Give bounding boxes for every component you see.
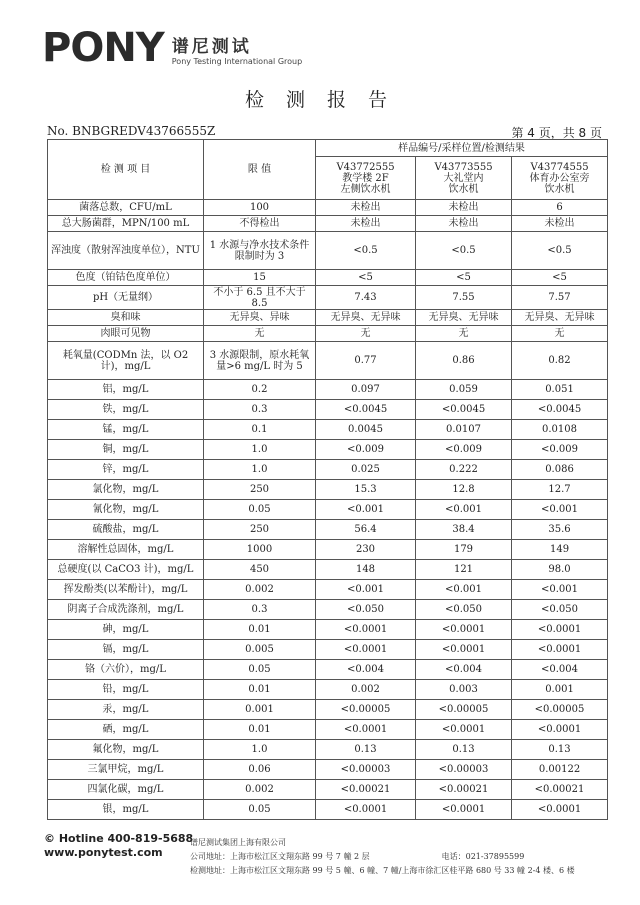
row-result: 38.4 <box>416 520 512 540</box>
table-row <box>48 286 608 310</box>
row-result: 无异臭、无异味 <box>316 310 416 326</box>
row-result: 148 <box>316 560 416 580</box>
row-result: <0.001 <box>512 500 608 520</box>
table-row <box>48 420 608 440</box>
table-row <box>48 400 608 420</box>
row-result: <0.0001 <box>316 640 416 660</box>
row-result: <0.5 <box>512 232 608 270</box>
row-result: 无 <box>512 326 608 342</box>
row-limit: 1.0 <box>204 740 316 760</box>
row-limit: 450 <box>204 560 316 580</box>
row-limit: 0.06 <box>204 760 316 780</box>
document-title: 检 测 报 告 <box>244 89 396 111</box>
sample-location: 左侧饮水机 <box>340 183 391 195</box>
row-result: <0.00005 <box>416 700 512 720</box>
row-item: 铝，mg/L <box>48 380 204 400</box>
row-result: <0.004 <box>316 660 416 680</box>
row-result: 6 <box>512 200 608 216</box>
row-result: <0.00005 <box>316 700 416 720</box>
row-result: <0.009 <box>512 440 608 460</box>
row-limit: 15 <box>204 270 316 286</box>
company-phone: 电话：021-37895599 <box>441 852 525 861</box>
row-result: 0.025 <box>316 460 416 480</box>
row-result: <0.5 <box>416 232 512 270</box>
header-item: 检 测 项 目 <box>48 140 204 200</box>
row-item: 镉，mg/L <box>48 640 204 660</box>
row-limit: 不得检出 <box>204 216 316 232</box>
row-item: 银，mg/L <box>48 800 204 820</box>
row-result: <0.0001 <box>316 720 416 740</box>
row-result: <0.0001 <box>512 720 608 740</box>
row-item: 耗氧量(CODMn 法，以 O2 计)，mg/L <box>48 342 204 380</box>
table-row <box>48 720 608 740</box>
row-item: 溶解性总固体，mg/L <box>48 540 204 560</box>
table-row <box>48 700 608 720</box>
row-limit: 0.05 <box>204 660 316 680</box>
sample-location: 体育办公室旁 <box>529 172 590 184</box>
row-result: 7.57 <box>512 286 608 310</box>
sample-location: 饮水机 <box>448 183 479 195</box>
row-result: <5 <box>512 270 608 286</box>
table-row <box>48 760 608 780</box>
row-result: 0.13 <box>512 740 608 760</box>
row-result: <0.00003 <box>316 760 416 780</box>
row-item: 总硬度(以 CaCO3 计)，mg/L <box>48 560 204 580</box>
row-result: <0.0001 <box>416 640 512 660</box>
row-result: 无异臭、无异味 <box>512 310 608 326</box>
row-item: 铅，mg/L <box>48 680 204 700</box>
row-result: 0.002 <box>316 680 416 700</box>
row-result: <5 <box>316 270 416 286</box>
table-row <box>48 200 608 216</box>
row-limit: 0.05 <box>204 800 316 820</box>
row-result: 121 <box>416 560 512 580</box>
row-result: 12.7 <box>512 480 608 500</box>
hotline-number: Hotline 400-819-5688 <box>58 832 194 845</box>
table-row <box>48 380 608 400</box>
row-item: 四氯化碳，mg/L <box>48 780 204 800</box>
row-result: <0.00005 <box>512 700 608 720</box>
row-result: 0.086 <box>512 460 608 480</box>
row-result: <0.5 <box>316 232 416 270</box>
row-item: 氟化物，mg/L <box>48 740 204 760</box>
row-result: 0.0107 <box>416 420 512 440</box>
table-row <box>48 520 608 540</box>
table-row <box>48 780 608 800</box>
row-result: <0.0001 <box>316 620 416 640</box>
row-result: 230 <box>316 540 416 560</box>
row-item: 铜，mg/L <box>48 440 204 460</box>
row-item: 砷，mg/L <box>48 620 204 640</box>
header-sample-group: 样品编号/采样位置/检测结果 <box>316 140 608 157</box>
row-result: 0.059 <box>416 380 512 400</box>
row-result: 0.13 <box>416 740 512 760</box>
row-item: 阴离子合成洗涤剂，mg/L <box>48 600 204 620</box>
row-limit: 1.0 <box>204 460 316 480</box>
row-result: <0.0045 <box>416 400 512 420</box>
row-result: 0.00122 <box>512 760 608 780</box>
row-result: 35.6 <box>512 520 608 540</box>
table-row <box>48 640 608 660</box>
row-result: 7.55 <box>416 286 512 310</box>
row-result: 0.0045 <box>316 420 416 440</box>
table-row <box>48 560 608 580</box>
row-result: <0.001 <box>416 580 512 600</box>
row-result: <0.0001 <box>512 640 608 660</box>
row-item: 锰，mg/L <box>48 420 204 440</box>
row-limit: 1.0 <box>204 440 316 460</box>
row-item: 铬（六价），mg/L <box>48 660 204 680</box>
row-result: 0.097 <box>316 380 416 400</box>
table-row <box>48 342 608 380</box>
row-result: 0.13 <box>316 740 416 760</box>
row-result: 未检出 <box>416 200 512 216</box>
row-result: <0.050 <box>512 600 608 620</box>
row-limit: 100 <box>204 200 316 216</box>
table-row <box>48 480 608 500</box>
row-item: 臭和味 <box>48 310 204 326</box>
row-item: 氰化物，mg/L <box>48 500 204 520</box>
company-logo <box>42 25 303 71</box>
row-item: 硫酸盐，mg/L <box>48 520 204 540</box>
footer-address <box>190 836 610 878</box>
table-row <box>48 232 608 270</box>
row-limit: 0.01 <box>204 620 316 640</box>
row-result: 0.222 <box>416 460 512 480</box>
row-limit: 不小于 6.5 且不大于 8.5 <box>204 286 316 310</box>
row-result: <0.0001 <box>416 720 512 740</box>
row-limit: 0.002 <box>204 580 316 600</box>
table-row <box>48 500 608 520</box>
row-limit: 0.001 <box>204 700 316 720</box>
row-item: 浑浊度（散射浑浊度单位），NTU <box>48 232 204 270</box>
row-limit: 0.01 <box>204 680 316 700</box>
row-result: 7.43 <box>316 286 416 310</box>
row-result: <0.001 <box>316 500 416 520</box>
row-result: <0.0001 <box>316 800 416 820</box>
row-result: 179 <box>416 540 512 560</box>
row-limit: 0.01 <box>204 720 316 740</box>
table-row <box>48 460 608 480</box>
row-item: 总大肠菌群，MPN/100 mL <box>48 216 204 232</box>
row-limit: 无异臭、异味 <box>204 310 316 326</box>
row-limit: 无 <box>204 326 316 342</box>
row-result: <0.0045 <box>316 400 416 420</box>
row-result: 56.4 <box>316 520 416 540</box>
report-number: No. BNBGREDV43766555Z <box>47 124 216 138</box>
row-result: 0.001 <box>512 680 608 700</box>
table-row <box>48 580 608 600</box>
row-item: 挥发酚类(以苯酚计)，mg/L <box>48 580 204 600</box>
row-result: <0.009 <box>416 440 512 460</box>
company-name: 谱尼测试集团上海有限公司 <box>190 838 286 847</box>
row-result: 未检出 <box>512 216 608 232</box>
row-result: 0.0108 <box>512 420 608 440</box>
row-limit: 250 <box>204 520 316 540</box>
hotline-text: © Hotline 400-819-5688 <box>44 832 194 845</box>
row-limit: 0.05 <box>204 500 316 520</box>
table-row <box>48 216 608 232</box>
table-row <box>48 660 608 680</box>
table-row <box>48 270 608 286</box>
sample-id: V43773555 <box>434 161 493 173</box>
table-row <box>48 800 608 820</box>
row-item: 菌落总数，CFU/mL <box>48 200 204 216</box>
table-row <box>48 740 608 760</box>
row-result: 0.82 <box>512 342 608 380</box>
footer-contact <box>44 832 193 860</box>
row-limit: 250 <box>204 480 316 500</box>
row-limit: 0.005 <box>204 640 316 660</box>
row-result: <0.0001 <box>512 800 608 820</box>
row-item: 汞，mg/L <box>48 700 204 720</box>
table-row <box>48 540 608 560</box>
row-item: 色度（铂钴色度单位） <box>48 270 204 286</box>
row-result: <0.001 <box>512 580 608 600</box>
row-result: <0.001 <box>316 580 416 600</box>
row-item: 硒，mg/L <box>48 720 204 740</box>
logo-wordmark: PONY <box>42 25 164 71</box>
row-limit: 0.2 <box>204 380 316 400</box>
table-row <box>48 600 608 620</box>
row-limit: 0.3 <box>204 400 316 420</box>
table-row <box>48 440 608 460</box>
row-result: <0.00003 <box>416 760 512 780</box>
row-result: <0.00021 <box>416 780 512 800</box>
sample-location: 大礼堂内 <box>443 172 484 184</box>
row-result: <0.0001 <box>416 800 512 820</box>
row-result: 0.003 <box>416 680 512 700</box>
sample-header <box>512 157 608 200</box>
row-result: 12.8 <box>416 480 512 500</box>
page-indicator: 第 4 页，共 8 页 <box>511 126 602 140</box>
row-result: <0.00021 <box>512 780 608 800</box>
table-row <box>48 310 608 326</box>
sample-header <box>416 157 512 200</box>
row-result: 无异臭、无异味 <box>416 310 512 326</box>
table-row <box>48 620 608 640</box>
row-result: 0.051 <box>512 380 608 400</box>
row-item: 铁，mg/L <box>48 400 204 420</box>
row-result: <0.009 <box>316 440 416 460</box>
row-result: 未检出 <box>316 200 416 216</box>
website-text: www.ponytest.com <box>44 846 163 859</box>
address-line <box>190 850 610 864</box>
lab-address: 检测地址：上海市松江区文翔东路 99 号 5 幢、6 幢、7 幢/上海市徐汇区桂平路 680 号 33 幢 2-4 楼、6 楼 <box>190 866 575 875</box>
sample-id: V43774555 <box>530 161 589 173</box>
row-result: 无 <box>316 326 416 342</box>
row-result: 149 <box>512 540 608 560</box>
sample-id: V43772555 <box>336 161 395 173</box>
header-limit: 限 值 <box>204 140 316 200</box>
row-result: <0.0001 <box>416 620 512 640</box>
row-result: <0.00021 <box>316 780 416 800</box>
row-result: <5 <box>416 270 512 286</box>
row-item: 肉眼可见物 <box>48 326 204 342</box>
row-item: 锌，mg/L <box>48 460 204 480</box>
row-result: <0.0001 <box>512 620 608 640</box>
row-result: <0.050 <box>316 600 416 620</box>
row-result: 0.77 <box>316 342 416 380</box>
results-body <box>48 200 608 820</box>
logo-english-name: Pony Testing International Group <box>171 57 303 66</box>
sample-location: 饮水机 <box>544 183 575 195</box>
row-result: 0.86 <box>416 342 512 380</box>
row-result: <0.004 <box>512 660 608 680</box>
row-limit: 0.1 <box>204 420 316 440</box>
company-address: 公司地址：上海市松江区文翔东路 99 号 7 幢 2 层 <box>190 852 370 861</box>
row-result: <0.050 <box>416 600 512 620</box>
row-result: <0.004 <box>416 660 512 680</box>
row-result: 98.0 <box>512 560 608 580</box>
row-limit: 3 水源限制，原水耗氧量>6 mg/L 时为 5 <box>204 342 316 380</box>
table-row <box>48 680 608 700</box>
results-table <box>47 139 608 820</box>
row-limit: 1 水源与净水技术条件限制时为 3 <box>204 232 316 270</box>
row-limit: 1000 <box>204 540 316 560</box>
row-limit: 0.3 <box>204 600 316 620</box>
row-result: <0.001 <box>416 500 512 520</box>
row-result: 无 <box>416 326 512 342</box>
row-item: 三氯甲烷，mg/L <box>48 760 204 780</box>
row-result: 未检出 <box>316 216 416 232</box>
sample-header <box>316 157 416 200</box>
row-result: 15.3 <box>316 480 416 500</box>
row-item: 氯化物，mg/L <box>48 480 204 500</box>
sample-location: 教学楼 2F <box>342 172 389 184</box>
row-result: <0.0045 <box>512 400 608 420</box>
row-limit: 0.002 <box>204 780 316 800</box>
table-row <box>48 326 608 342</box>
logo-chinese-name: 谱尼测试 <box>171 37 252 57</box>
row-result: 未检出 <box>416 216 512 232</box>
row-item: pH（无量纲） <box>48 286 204 310</box>
side-stamp-mark <box>620 330 638 440</box>
